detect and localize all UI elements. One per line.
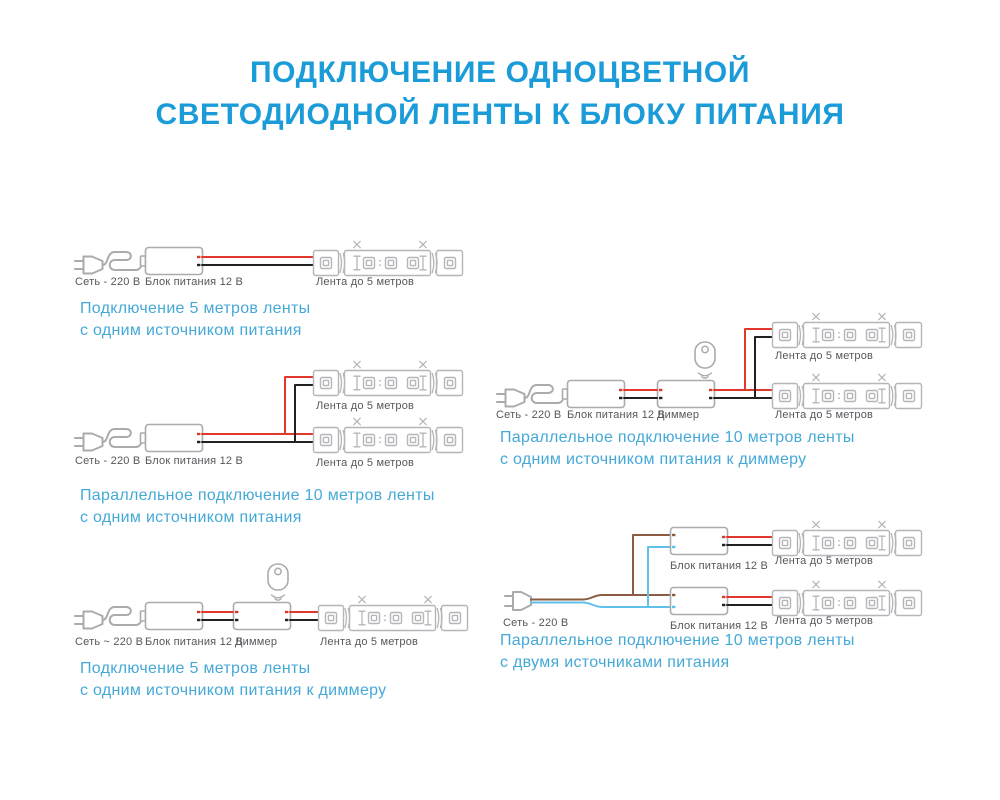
label-mains: Сеть - 220 В [496, 409, 562, 421]
label-mains: Сеть - 220 В [75, 276, 141, 288]
caption-line: Параллельное подключение 10 метров ленты [500, 632, 855, 649]
label-psu: Блок питания 12 В [145, 455, 244, 467]
label-strip: Лента до 5 метров [775, 555, 874, 567]
led-strip-icon [773, 581, 922, 615]
page-title [0, 52, 1000, 136]
diagram-single-5m-one-psu [75, 241, 463, 275]
caption-line: с одним источником питания [80, 509, 302, 526]
led-strip-icon [773, 521, 922, 555]
caption-line: с одним источником питания к диммеру [80, 682, 387, 699]
diagram3-caption [80, 658, 386, 702]
power-plug-icon [75, 607, 145, 629]
label-psu: Блок питания 12 В [670, 620, 769, 632]
label-dimmer: Диммер [235, 636, 278, 648]
label-mains: Сеть - 220 В [75, 455, 141, 467]
caption-line: Параллельное подключение 10 метров ленты [80, 487, 435, 504]
power-plug-icon [505, 592, 531, 610]
power-plug-icon [75, 252, 145, 274]
label-strip: Лента до 5 метров [316, 457, 415, 469]
label-strip: Лента до 5 метров [775, 350, 874, 362]
power-supply-box-icon [141, 425, 203, 452]
power-supply-box-icon [141, 248, 203, 275]
diagram1-caption [80, 298, 310, 342]
label-psu: Блок питания 12 В [145, 636, 244, 648]
diagram-single-5m-one-psu-dimmer [75, 564, 468, 631]
caption-line: с одним источником питания к диммеру [500, 451, 807, 468]
caption-line: с одним источником питания [80, 322, 302, 339]
power-plug-icon [497, 385, 567, 407]
power-plug-icon [75, 429, 145, 451]
caption-line: Подключение 5 метров ленты [80, 660, 311, 677]
remote-control-icon [695, 342, 715, 378]
label-psu: Блок питания 12 В [567, 409, 666, 421]
wire-brown [531, 535, 670, 600]
power-supply-box-icon [141, 603, 203, 630]
wire-blue [531, 547, 670, 607]
dimmer-box-icon [234, 603, 291, 630]
diagram4-caption [500, 427, 855, 471]
label-strip: Лента до 5 метров [775, 615, 874, 627]
label-psu: Блок питания 12 В [670, 560, 769, 572]
led-strip-icon [314, 241, 463, 275]
led-strip-icon [314, 361, 463, 395]
label-strip: Лента до 5 метров [316, 276, 415, 288]
label-strip: Лента до 5 метров [775, 409, 874, 421]
remote-control-icon [268, 564, 288, 600]
caption-line: Параллельное подключение 10 метров ленты [500, 429, 855, 446]
power-supply-box-icon [563, 381, 625, 408]
label-strip: Лента до 5 метров [316, 400, 415, 412]
diagram2-caption [80, 485, 435, 529]
power-supply-box-icon [671, 588, 728, 615]
label-mains: Сеть ~ 220 В [75, 636, 144, 648]
page-title-line2: СВЕТОДИОДНОЙ ЛЕНТЫ К БЛОКУ ПИТАНИЯ [155, 98, 845, 131]
caption-line: Подключение 5 метров ленты [80, 300, 311, 317]
led-strip-icon [319, 596, 468, 630]
led-strip-icon [314, 418, 463, 452]
label-strip: Лента до 5 метров [320, 636, 419, 648]
led-strip-icon [773, 313, 922, 347]
page-title-line1: ПОДКЛЮЧЕНИЕ ОДНОЦВЕТНОЙ [249, 56, 751, 89]
label-mains: Сеть - 220 В [503, 617, 569, 629]
led-strip-icon [773, 374, 922, 408]
caption-line: с двумя источниками питания [500, 654, 730, 671]
dimmer-box-icon [658, 381, 715, 408]
label-psu: Блок питания 12 В [145, 276, 244, 288]
label-dimmer: Диммер [657, 409, 700, 421]
power-supply-box-icon [671, 528, 728, 555]
diagram5-caption [500, 630, 855, 674]
